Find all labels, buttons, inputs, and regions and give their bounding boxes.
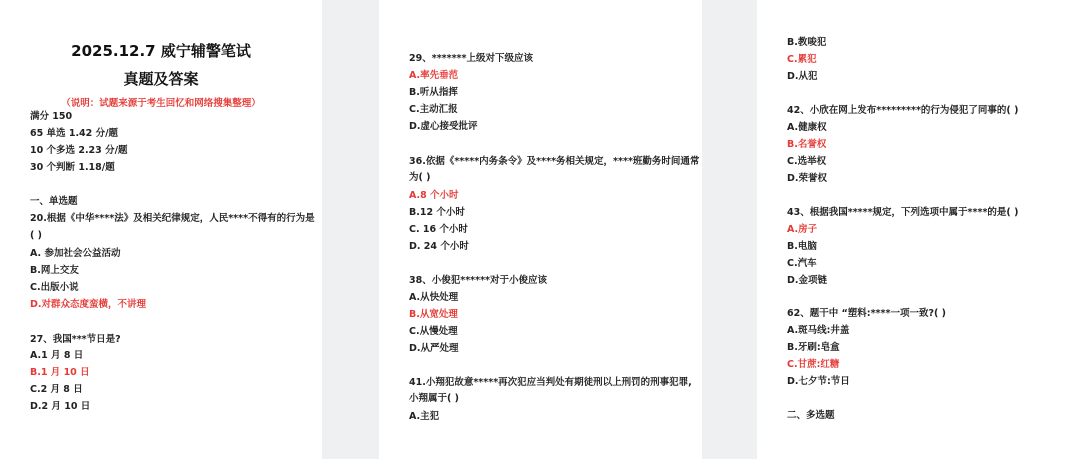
question-stem: 38、小俊犯******对于小俊应该 bbox=[409, 275, 548, 286]
option: C.选举权 bbox=[787, 156, 827, 167]
question-stem: 36.依据《*****内务条令》及****务相关规定，****班勤务时间通常 bbox=[409, 156, 700, 167]
question-stem: 41.小翔犯故意*****再次犯应当判处有期徒刑以上刑罚的刑事犯罪, bbox=[409, 377, 692, 388]
option: A. 参加社会公益活动 bbox=[30, 248, 121, 259]
correct-option: A.8 个小时 bbox=[409, 190, 459, 201]
meta-single: 65 单选 1.42 分/题 bbox=[30, 128, 119, 139]
option: D.七夕节:节日 bbox=[787, 376, 850, 387]
option: C.出版小说 bbox=[30, 282, 79, 293]
question-stem: 20.根据《中华****法》及相关纪律规定，人民****不得有的行为是 bbox=[30, 213, 315, 224]
option: D.荣誉权 bbox=[787, 173, 827, 184]
option: D.从严处理 bbox=[409, 343, 459, 354]
correct-option: D.对群众态度蛮横，不讲理 bbox=[30, 299, 146, 310]
option: D.从犯 bbox=[787, 71, 818, 82]
question-stem: 42、小欣在网上发布*********的行为侵犯了同事的( ) bbox=[787, 105, 1019, 116]
question-stem-cont: 为( ) bbox=[409, 172, 431, 183]
option: A.健康权 bbox=[787, 122, 827, 133]
option: C.汽车 bbox=[787, 258, 817, 269]
answer-blank: ( ) bbox=[30, 230, 42, 241]
document-page-3 bbox=[757, 0, 1080, 459]
option: D.金项链 bbox=[787, 275, 827, 286]
option: B.听从指挥 bbox=[409, 87, 458, 98]
correct-option: A.房子 bbox=[787, 224, 818, 235]
option: A.斑马线:井盖 bbox=[787, 325, 850, 336]
question-stem: 43、根据我国*****规定，下列选项中属于****的是( ) bbox=[787, 207, 1019, 218]
meta-total: 满分 150 bbox=[30, 111, 73, 122]
option: B.教唆犯 bbox=[787, 37, 827, 48]
option: A.主犯 bbox=[409, 411, 440, 422]
correct-option: B.名誉权 bbox=[787, 139, 827, 150]
doc-subtitle: 真题及答案 bbox=[123, 70, 199, 88]
section-heading: 二、多选题 bbox=[787, 410, 835, 421]
option: A.1 月 8 日 bbox=[30, 350, 84, 361]
option: A.从快处理 bbox=[409, 292, 459, 303]
section-heading: 一、单选题 bbox=[30, 196, 78, 207]
option: C.从慢处理 bbox=[409, 326, 458, 337]
correct-option: B.1 月 10 日 bbox=[30, 367, 90, 378]
meta-judge: 30 个判断 1.18/题 bbox=[30, 162, 115, 173]
doc-title: 2025.12.7 威宁辅警笔试 bbox=[71, 42, 251, 60]
option: D.虚心接受批评 bbox=[409, 121, 478, 132]
correct-option: B.从宽处理 bbox=[409, 309, 458, 320]
source-note: （说明：试题来源于考生回忆和网络搜集整理） bbox=[61, 98, 261, 109]
meta-multi: 10 个多选 2.23 分/题 bbox=[30, 145, 128, 156]
option: C.主动汇报 bbox=[409, 104, 458, 115]
document-page-2 bbox=[379, 0, 702, 459]
question-stem-cont: 小翔属于( ) bbox=[409, 393, 459, 404]
question-stem: 62、题干中 “塑料:****一项一致?( ) bbox=[787, 308, 946, 319]
option: C.2 月 8 日 bbox=[30, 384, 83, 395]
page-gap bbox=[322, 0, 379, 459]
option: B.电脑 bbox=[787, 241, 817, 252]
page-gap bbox=[702, 0, 757, 459]
correct-option: A.率先垂范 bbox=[409, 70, 459, 81]
option: D. 24 个小时 bbox=[409, 241, 469, 252]
option: D.2 月 10 日 bbox=[30, 401, 91, 412]
document-page-1 bbox=[0, 0, 322, 459]
question-stem: 29、*******上级对下级应该 bbox=[409, 53, 533, 64]
option: B.12 个小时 bbox=[409, 207, 465, 218]
option: B.网上交友 bbox=[30, 265, 79, 276]
option: C. 16 个小时 bbox=[409, 224, 468, 235]
option: B.牙刷:皂盒 bbox=[787, 342, 840, 353]
correct-option: C.甘蔗:红糖 bbox=[787, 359, 840, 370]
correct-option: C.累犯 bbox=[787, 54, 817, 65]
question-stem: 27、我国***节日是? bbox=[30, 334, 121, 345]
